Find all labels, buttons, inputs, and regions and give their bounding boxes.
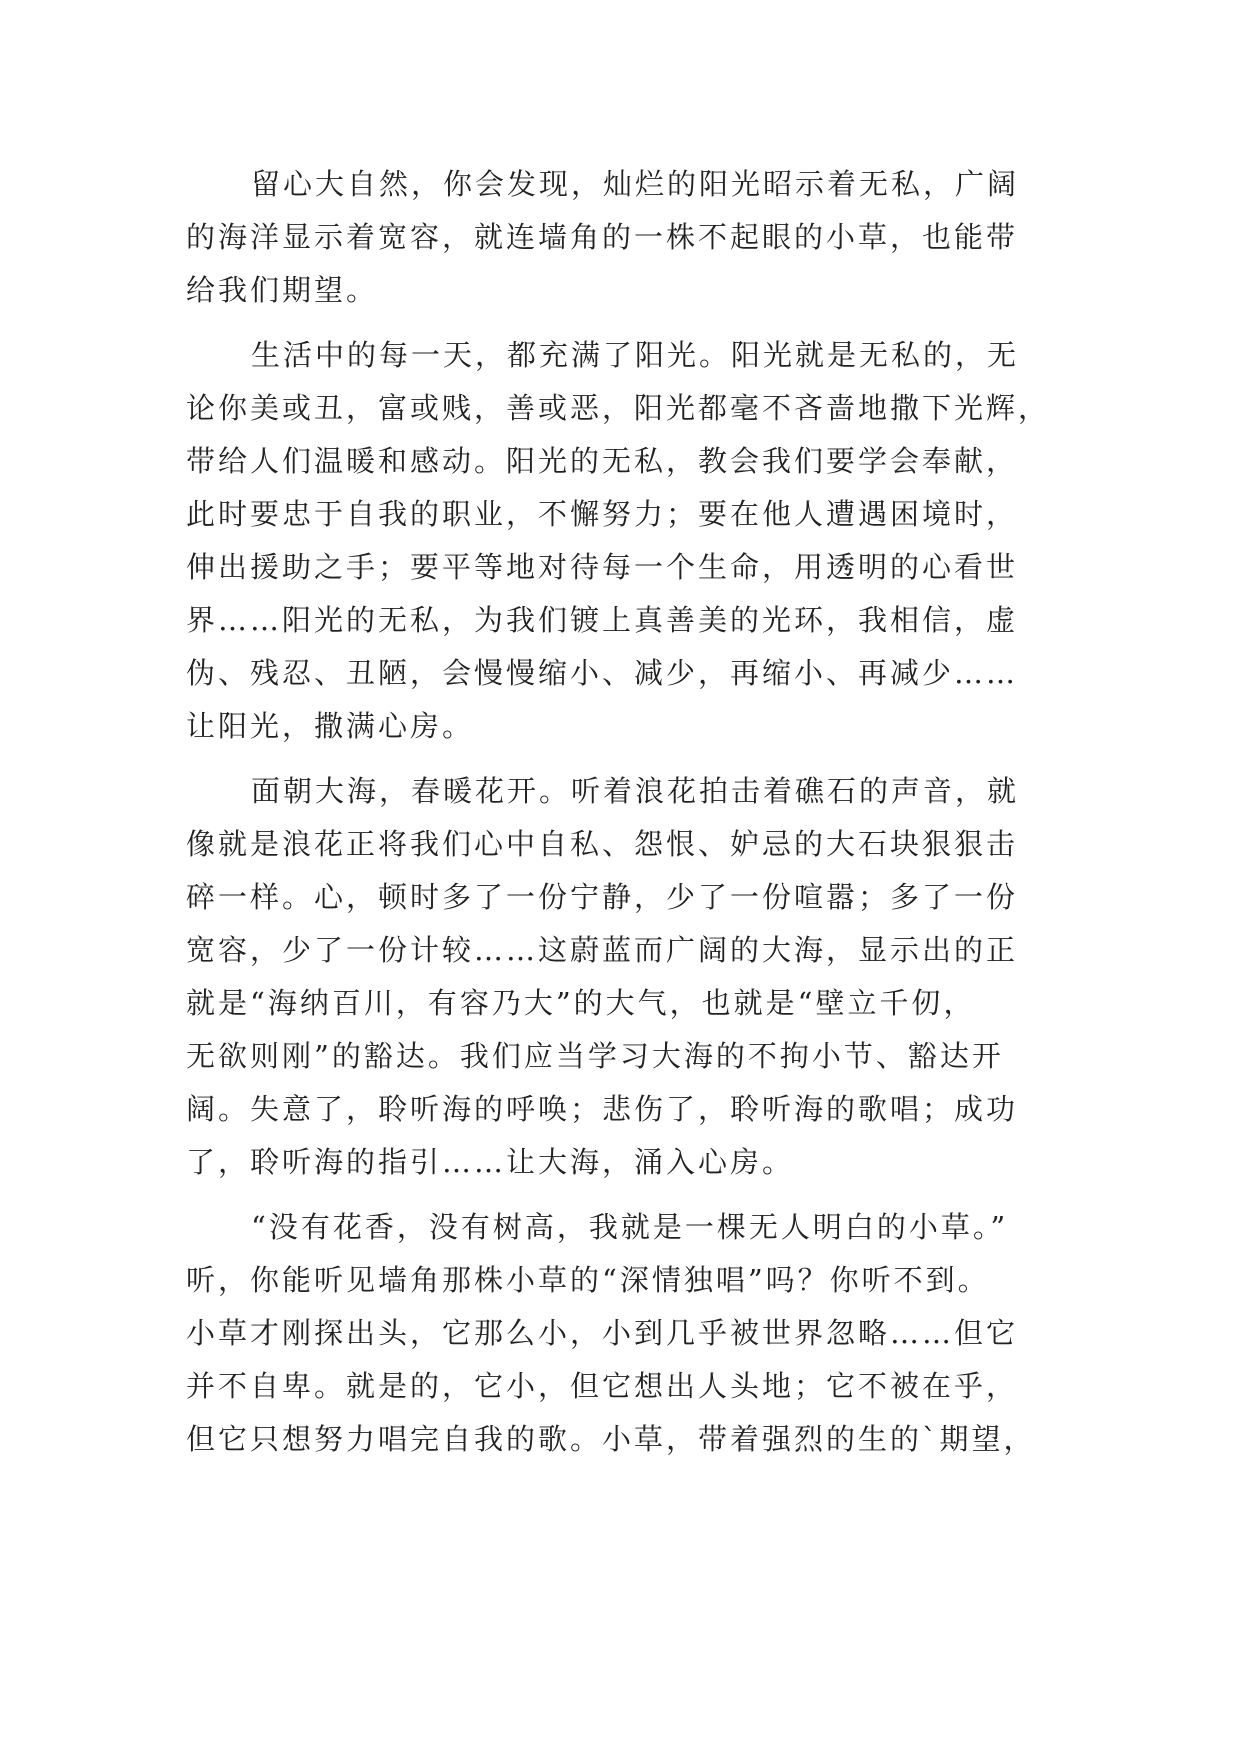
text-line: 论你美或丑，富或贱，善或恶，阳光都毫不吝啬地撒下光辉， [186,391,1051,425]
text-line: 阔。失意了，聆听海的呼唤；悲伤了，聆听海的歌唱；成功 [186,1092,1019,1126]
paragraph-grass [186,1201,1056,1466]
text-line: 听，你能听见墙角那株小草的“深情独唱”吗？你听不到。 [186,1263,990,1297]
text-line: 面朝大海，春暖花开。听着浪花拍击着礁石的声音，就 [251,774,1020,808]
text-line: 给我们期望。 [186,273,379,307]
article-body [186,158,1056,1478]
text-line: 的海洋显示着宽容，就连墙角的一株不起眼的小草，也能带 [186,220,1019,254]
text-line: 但它只想努力唱完自我的歌。小草，带着强烈的生的`期望， [186,1422,1036,1456]
text-line: “没有花香，没有树高，我就是一棵无人明白的小草。” [251,1210,1009,1244]
text-line: 了，聆听海的指引……让大海，涌入心房。 [186,1145,795,1179]
text-line: 此时要忠于自我的职业，不懈努力；要在他人遭遇困境时， [186,497,1019,531]
text-line: 像就是浪花正将我们心中自私、怨恨、妒忌的大石块狠狠击 [186,827,1019,861]
paragraph-sunshine [186,329,1056,753]
text-line: 让阳光，撒满心房。 [186,709,475,743]
text-line: 小草才刚探出头，它那么小，小到几乎被世界忽略……但它 [186,1316,1019,1350]
text-line: 并不自卑。就是的，它小，但它想出人头地；它不被在乎， [186,1369,1019,1403]
text-line: 就是“海纳百川，有容乃大”的大气，也就是“壁立千仞， [186,986,976,1020]
text-line: 带给人们温暖和感动。阳光的无私，教会我们要学会奉献， [186,444,1019,478]
text-line: 伪、残忍、丑陋，会慢慢缩小、减少，再缩小、再减少…… [186,656,1019,690]
text-line: 生活中的每一天，都充满了阳光。阳光就是无私的，无 [251,338,1020,372]
text-line: 无欲则刚”的豁达。我们应当学习大海的不拘小节、豁达开 [186,1039,1004,1073]
text-line: 留心大自然，你会发现，灿烂的阳光昭示着无私，广阔 [251,167,1020,201]
paragraph-nature [186,158,1056,317]
text-line: 宽容，少了一份计较……这蔚蓝而广阔的大海，显示出的正 [186,933,1019,967]
text-line: 碎一样。心，顿时多了一份宁静，少了一份喧嚣；多了一份 [186,880,1019,914]
paragraph-sea [186,765,1056,1189]
text-line: 界……阳光的无私，为我们镀上真善美的光环，我相信，虚 [186,603,1019,637]
text-line: 伸出援助之手；要平等地对待每一个生命，用透明的心看世 [186,550,1019,584]
